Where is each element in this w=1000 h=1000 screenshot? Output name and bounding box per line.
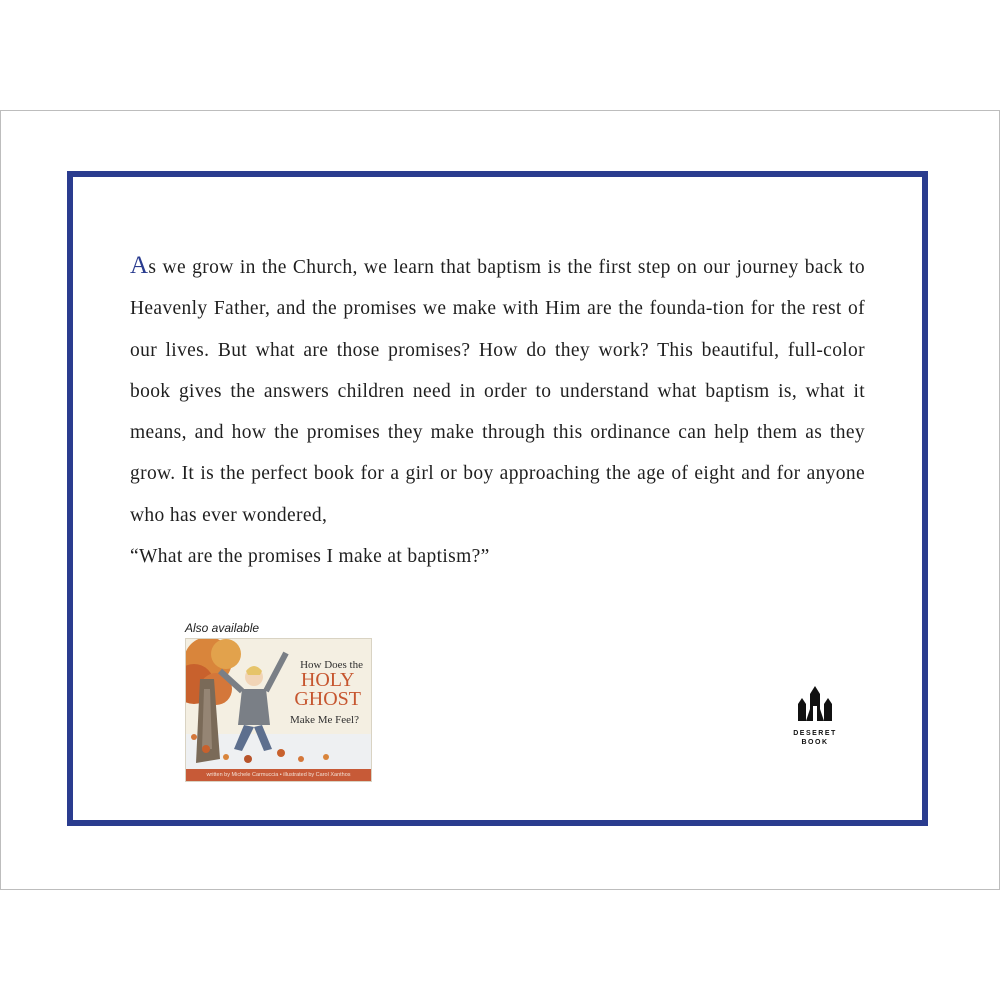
cover-title-line1: How Does the xyxy=(300,659,363,671)
drop-cap: A xyxy=(130,252,149,279)
cover-title-ghost: GHOST xyxy=(294,688,361,710)
logo-text-book: BOOK xyxy=(801,739,829,746)
deseret-book-logo xyxy=(782,684,848,747)
cover-credits-band: written by Michele Carmuccia • illustrated by Carol Xanthos xyxy=(186,769,371,781)
deseret-book-towers-icon xyxy=(795,684,835,724)
logo-text-deseret: DESERET xyxy=(793,730,837,737)
cover-title-holy: HOLY xyxy=(300,669,355,691)
also-available-label: Also available xyxy=(185,621,260,635)
blurb-closing-question: “What are the promises I make at baptism?” xyxy=(130,546,490,568)
cover-title-main xyxy=(294,671,361,709)
blurb-text: s we grow in the Church, we learn that baptism is the first step on our journey back to Heavenly Father, and the promises we make with Him are the founda-tion for the rest of our lives. But what are those promises? How do they work? This beautiful, full-color book gives the answers children need in order to understand what baptism is, what it means, and how the promises they make through this ordinance can help them as they grow. It is the perfect book for a girl or boy approaching the age of eight and for anyone who has ever wondered, xyxy=(130,257,865,526)
description-blurb xyxy=(130,245,865,577)
cover-title-line4: Make Me Feel? xyxy=(289,714,359,726)
also-available-book-cover[interactable] xyxy=(185,638,372,782)
